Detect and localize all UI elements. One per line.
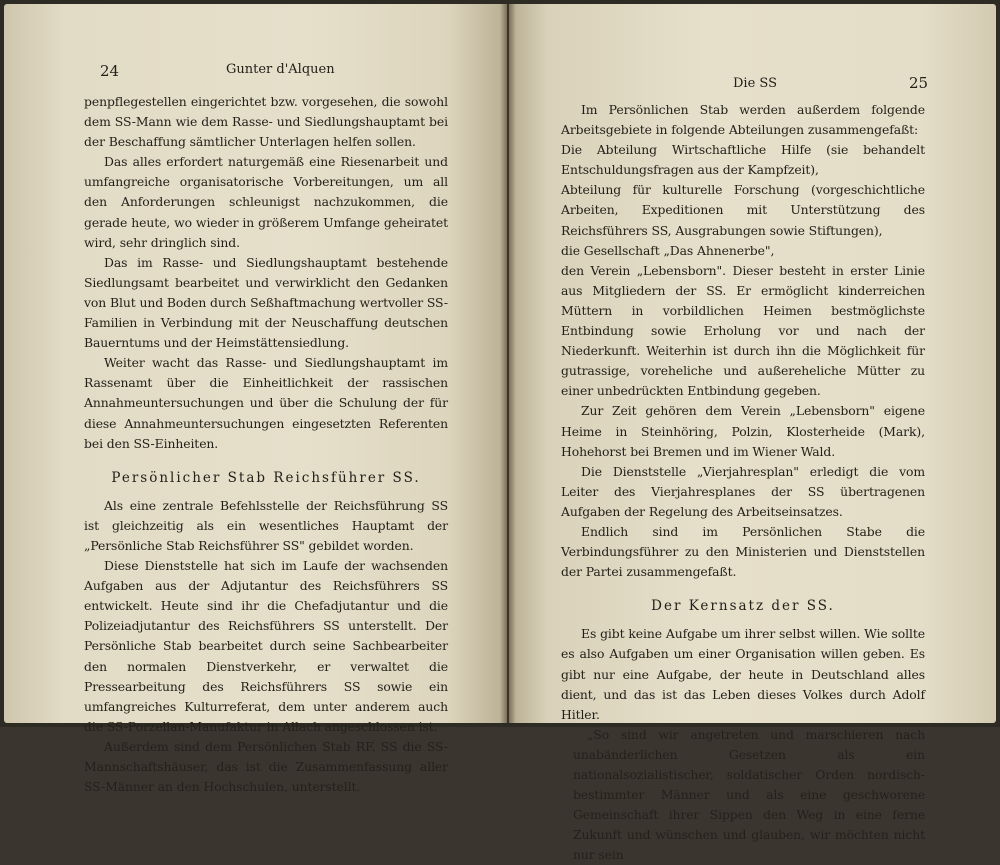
right-page-number: 25	[909, 74, 929, 92]
left-page-number: 24	[100, 62, 120, 80]
paragraph: Im Persönlichen Stab werden außerdem folgende Arbeitsgebiete in folgende Abteilungen zusammengefaßt:	[561, 102, 925, 138]
section-heading: Persönlicher Stab Reichsführer SS.	[111, 469, 421, 486]
paragraph: Außerdem sind dem Persönlichen Stab RF. SS die SS-Mannschaftshäuser, das ist die Zusammenfassung aller SS-Männer an den Hochschulen, unterstellt.	[84, 738, 448, 795]
left-running-head: Gunter d'Alquen	[226, 62, 335, 77]
right-page	[509, 4, 996, 863]
paragraph: Diese Dienststelle hat sich im Laufe der wachsenden Aufgaben aus der Adjutantur des Reichsführers SS entwickelt. Heute sind ihr die Chefadjutantur und die Polizeiadjutantur des Reichsführers SS unterstellt. Der Persönliche Stab bearbeitet durch seine Sachbearbeiter den normalen Dienstverkehr, er verwaltet die Pressearbeitung des Reichsführers SS sowie ein umfangreiches Kulturreferat, dem unter anderem auch die SS-Porzellan-Manufaktur in Allach angeschlossen ist.	[84, 558, 448, 734]
book-gutter	[500, 4, 516, 723]
paragraph: penpflegestellen eingerichtet bzw. vorgesehen, die sowohl dem SS-Mann wie dem Rasse- und Siedlungshauptamt bei der Beschaffung sämtlicher Unterlagen helfen sollen.	[84, 94, 448, 150]
paragraph: Das alles erfordert naturgemäß eine Riesenarbeit und umfangreiche organisatorische Vorbereitungen, um all den Anforderungen schleunigst nachzukommen, die gerade heute, wo wieder in größerem Umfange geheiratet wird, sehr dringlich sind.	[84, 154, 448, 250]
left-page	[4, 4, 507, 795]
right-page-body	[561, 100, 925, 865]
list-item: Abteilung für kulturelle Forschung (vorgeschichtliche Arbeiten, Expeditionen mit Unterstützung des Reichsführers SS, Ausgrabungen sowie Stiftungen),	[561, 182, 925, 238]
paragraph: Endlich sind im Persönlichen Stabe die Verbindungsführer zu den Ministerien und Dienststellen der Partei zusammengefaßt.	[561, 523, 925, 580]
paragraph: Es gibt keine Aufgabe um ihrer selbst willen. Wie sollte es also Aufgaben um einer Organisation willen geben. Es gibt nur eine Aufgabe, der heute in Deutschland alles dient, und das ist das Leben dieses Volkes durch Adolf Hitler.	[561, 626, 925, 722]
list-item: die Gesellschaft „Das Ahnenerbe",	[561, 242, 775, 258]
quotation: „So sind wir angetreten und marschieren nach unabänderlichen Gesetzen als ein nationalsozialistischer, soldatischer Orden nordisch-bestimmter Männer und als eine geschworene Gemeinschaft ihrer Sippen den Weg in eine ferne Zukunft und wünschen und glauben, wir möchten nicht nur sein	[573, 726, 925, 863]
section-heading: Der Kernsatz der SS.	[651, 598, 835, 615]
paragraph: Zur Zeit gehören dem Verein „Lebensborn" eigene Heime in Steinhöring, Polzin, Klosterheide (Mark), Hohehorst bei Bremen und im Wiener Wald.	[561, 403, 925, 459]
list-item: Die Abteilung Wirtschaftliche Hilfe (sie behandelt Entschuldungsfragen aus der Kampfzeit),	[561, 142, 925, 178]
left-page-body	[84, 92, 448, 797]
paragraph: Das im Rasse- und Siedlungshauptamt bestehende Siedlungsamt bearbeitet und verwirklicht den Gedanken von Blut und Boden durch Seßhaftmachung wertvoller SS-Familien in Verbindung mit der Neuschaffung deutschen Bauerntums und der Heimstättensiedlung.	[84, 254, 448, 351]
list-item: den Verein „Lebensborn". Dieser besteht in erster Linie aus Mitgliedern der SS. Er ermöglicht kinderreichen Müttern in vorbildlichen Heimen bestmöglichste Entbindung sowie Erholung vor und nach der Niederkunft. Weiterhin ist durch ihn die Möglichkeit für gutrassige, voreheliche und außereheliche Mütter zu einer unbedrückten Entbindung gegeben.	[561, 262, 925, 399]
paragraph: Als eine zentrale Befehlsstelle der Reichsführung SS ist gleichzeitig als ein wesentliches Hauptamt der „Persönliche Stab Reichsführer SS" gebildet worden.	[84, 497, 448, 553]
paragraph: Weiter wacht das Rasse- und Siedlungshauptamt im Rassenamt über die Einheitlichkeit der rassischen Annahmeuntersuchungen und über die Schulung der für diese Annahmeuntersuchungen eingesetzten Referenten bei den SS-Einheiten.	[84, 355, 448, 451]
right-running-head: Die SS	[733, 76, 777, 91]
paragraph: Die Dienststelle „Vierjahresplan" erledigt die vom Leiter des Vierjahresplanes der SS übertragenen Aufgaben der Regelung des Arbeitseinsatzes.	[561, 463, 925, 519]
